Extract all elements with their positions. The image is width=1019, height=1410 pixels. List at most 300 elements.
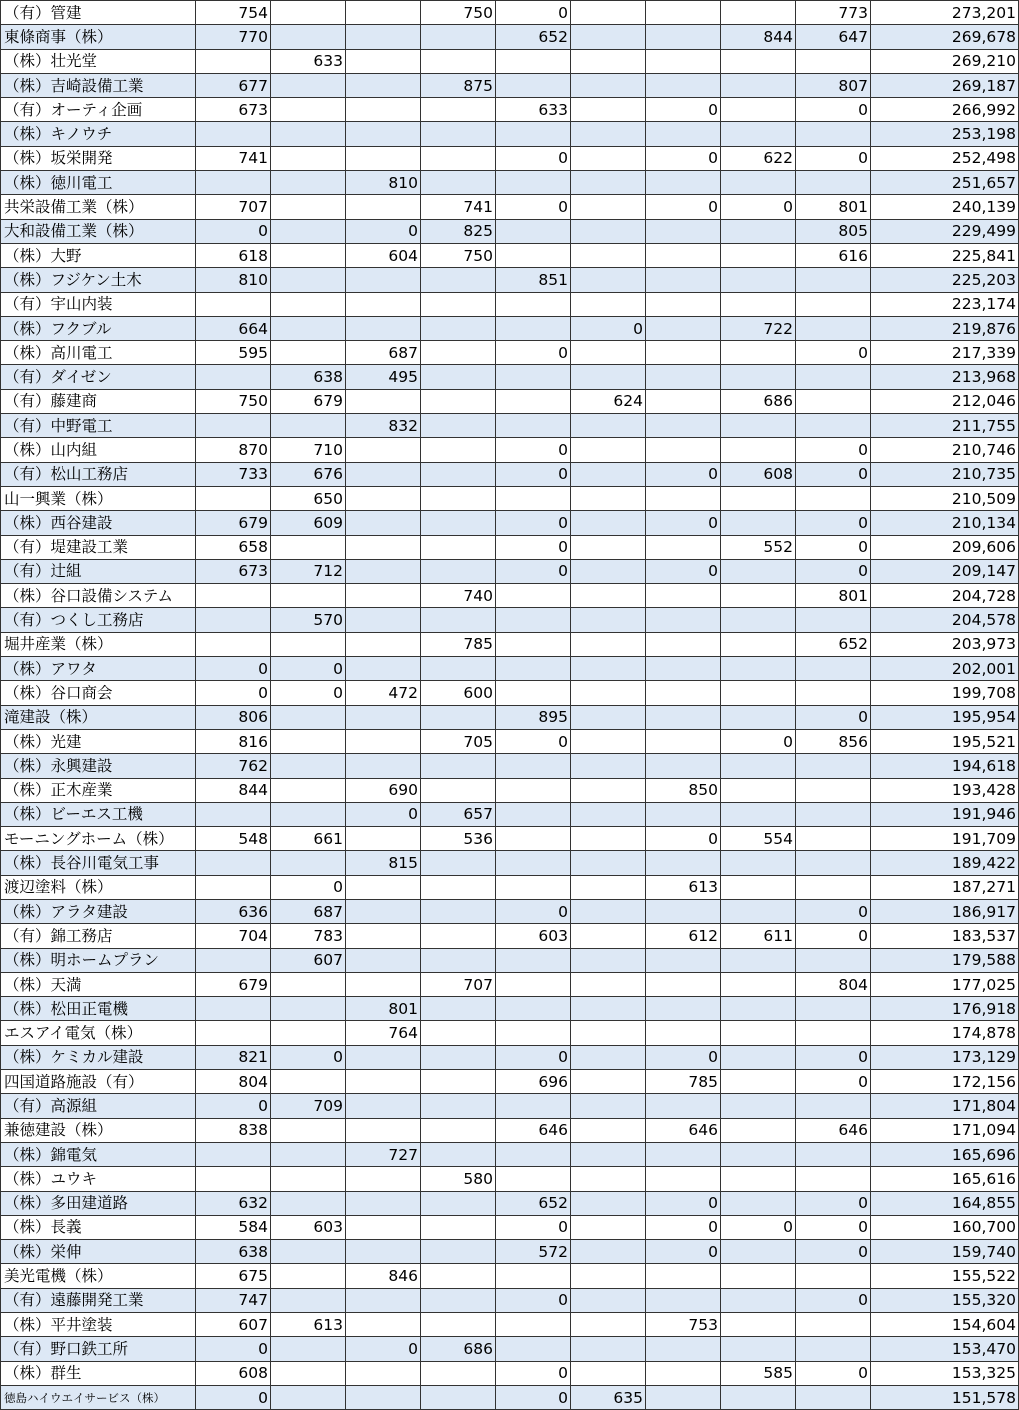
score-cell: 0	[196, 1337, 271, 1361]
score-cell: 810	[346, 171, 421, 195]
score-cell	[346, 389, 421, 413]
score-cell	[196, 414, 271, 438]
score-cell: 704	[196, 924, 271, 948]
score-cell	[271, 341, 346, 365]
score-cell	[346, 899, 421, 923]
table-row	[1, 1191, 1019, 1215]
table-row	[1, 438, 1019, 462]
score-cell	[796, 802, 871, 826]
score-cell: 661	[271, 827, 346, 851]
score-cell	[271, 851, 346, 875]
score-cell: 0	[796, 462, 871, 486]
score-cell	[421, 778, 496, 802]
score-cell	[346, 657, 421, 681]
table-row	[1, 754, 1019, 778]
score-cell: 675	[196, 1264, 271, 1288]
score-cell: 595	[196, 341, 271, 365]
score-cell: 801	[346, 997, 421, 1021]
score-cell	[496, 802, 571, 826]
company-name-cell: （有）高源組	[1, 1094, 196, 1118]
total-cell: 172,156	[871, 1070, 1019, 1094]
score-cell	[496, 219, 571, 243]
score-cell: 764	[346, 1021, 421, 1045]
table-row	[1, 1385, 1019, 1409]
score-cell	[496, 681, 571, 705]
total-cell: 212,046	[871, 389, 1019, 413]
score-cell: 750	[196, 389, 271, 413]
score-cell: 0	[496, 1385, 571, 1409]
table-row	[1, 243, 1019, 267]
score-cell: 612	[646, 924, 721, 948]
score-cell: 677	[196, 73, 271, 97]
score-cell	[271, 1288, 346, 1312]
company-name-cell: （株）永興建設	[1, 754, 196, 778]
table-row	[1, 1142, 1019, 1166]
score-cell: 856	[796, 729, 871, 753]
score-cell	[571, 632, 646, 656]
table-row	[1, 219, 1019, 243]
company-name-cell: （株）徳川電工	[1, 171, 196, 195]
total-cell: 173,129	[871, 1045, 1019, 1069]
score-cell: 785	[421, 632, 496, 656]
score-cell: 696	[496, 1070, 571, 1094]
score-cell	[271, 997, 346, 1021]
score-cell	[571, 584, 646, 608]
score-cell: 0	[646, 1240, 721, 1264]
company-name-cell: （株）平井塗装	[1, 1313, 196, 1337]
score-cell	[496, 243, 571, 267]
score-cell	[346, 1094, 421, 1118]
score-cell	[646, 681, 721, 705]
score-cell	[571, 414, 646, 438]
score-cell: 773	[796, 1, 871, 25]
score-cell	[271, 1, 346, 25]
score-cell	[721, 1094, 796, 1118]
score-cell: 0	[271, 657, 346, 681]
score-cell	[571, 1337, 646, 1361]
company-name-cell: （有）松山工務店	[1, 462, 196, 486]
score-cell: 0	[271, 875, 346, 899]
score-cell	[721, 341, 796, 365]
score-cell	[721, 1118, 796, 1142]
company-name-cell: （株）多田建道路	[1, 1191, 196, 1215]
score-cell	[271, 972, 346, 996]
company-name-cell: （株）松田正電機	[1, 997, 196, 1021]
score-cell	[796, 486, 871, 510]
table-row	[1, 316, 1019, 340]
table-row	[1, 875, 1019, 899]
score-cell	[271, 1167, 346, 1191]
company-name-cell: （株）群生	[1, 1361, 196, 1385]
score-cell	[271, 535, 346, 559]
score-cell	[196, 49, 271, 73]
score-cell	[271, 1385, 346, 1409]
score-cell	[721, 219, 796, 243]
table-row	[1, 365, 1019, 389]
score-cell	[796, 1142, 871, 1166]
score-cell	[646, 657, 721, 681]
score-cell	[346, 608, 421, 632]
score-cell	[796, 171, 871, 195]
score-cell: 815	[346, 851, 421, 875]
score-cell	[346, 632, 421, 656]
score-cell	[271, 1021, 346, 1045]
score-cell: 707	[196, 195, 271, 219]
score-cell: 652	[796, 632, 871, 656]
score-cell: 810	[196, 268, 271, 292]
company-name-cell: （株）フジケン土木	[1, 268, 196, 292]
score-cell: 825	[421, 219, 496, 243]
score-cell	[646, 365, 721, 389]
score-cell	[571, 827, 646, 851]
score-cell: 646	[496, 1118, 571, 1142]
score-cell	[421, 292, 496, 316]
score-cell	[796, 681, 871, 705]
score-cell	[421, 511, 496, 535]
score-cell: 875	[421, 73, 496, 97]
total-cell: 209,147	[871, 559, 1019, 583]
score-cell	[571, 997, 646, 1021]
score-cell	[346, 462, 421, 486]
score-cell	[271, 1264, 346, 1288]
table-row	[1, 1361, 1019, 1385]
total-cell: 194,618	[871, 754, 1019, 778]
total-cell: 269,678	[871, 25, 1019, 49]
total-cell: 251,657	[871, 171, 1019, 195]
score-cell	[721, 778, 796, 802]
score-cell	[346, 73, 421, 97]
score-cell	[421, 1215, 496, 1239]
score-cell: 652	[496, 1191, 571, 1215]
score-cell	[271, 1361, 346, 1385]
score-cell	[571, 1361, 646, 1385]
score-cell	[721, 1142, 796, 1166]
score-cell	[496, 875, 571, 899]
score-cell	[421, 462, 496, 486]
score-cell	[421, 389, 496, 413]
table-row	[1, 486, 1019, 510]
total-cell: 160,700	[871, 1215, 1019, 1239]
score-cell	[496, 1167, 571, 1191]
score-cell	[421, 1021, 496, 1045]
score-cell: 0	[796, 1240, 871, 1264]
score-cell	[721, 948, 796, 972]
score-cell	[346, 559, 421, 583]
score-cell	[646, 73, 721, 97]
score-cell	[646, 997, 721, 1021]
score-cell	[571, 1288, 646, 1312]
score-cell	[646, 535, 721, 559]
total-cell: 171,094	[871, 1118, 1019, 1142]
score-cell	[571, 559, 646, 583]
score-cell: 603	[496, 924, 571, 948]
score-cell	[421, 1045, 496, 1069]
score-cell: 657	[421, 802, 496, 826]
score-cell	[646, 219, 721, 243]
company-name-cell: （有）遠藤開発工業	[1, 1288, 196, 1312]
score-cell	[421, 341, 496, 365]
total-cell: 155,522	[871, 1264, 1019, 1288]
score-cell	[346, 1045, 421, 1069]
score-cell	[571, 122, 646, 146]
score-cell: 536	[421, 827, 496, 851]
score-cell	[721, 511, 796, 535]
score-cell: 844	[721, 25, 796, 49]
score-cell	[421, 875, 496, 899]
score-cell	[421, 948, 496, 972]
score-cell	[271, 195, 346, 219]
score-cell: 741	[196, 146, 271, 170]
score-cell	[421, 535, 496, 559]
score-cell	[571, 268, 646, 292]
score-cell	[646, 972, 721, 996]
score-cell	[421, 171, 496, 195]
total-cell: 195,521	[871, 729, 1019, 753]
score-cell	[796, 754, 871, 778]
total-cell: 186,917	[871, 899, 1019, 923]
score-cell	[571, 438, 646, 462]
score-cell	[721, 657, 796, 681]
score-cell	[271, 316, 346, 340]
table-row	[1, 608, 1019, 632]
score-cell	[271, 73, 346, 97]
score-cell	[571, 924, 646, 948]
company-name-cell: 徳島ハイウエイサービス（株）	[1, 1385, 196, 1409]
score-cell	[346, 827, 421, 851]
score-cell	[271, 268, 346, 292]
table-row	[1, 1288, 1019, 1312]
score-cell: 0	[646, 1045, 721, 1069]
score-cell: 727	[346, 1142, 421, 1166]
score-cell	[571, 219, 646, 243]
total-cell: 273,201	[871, 1, 1019, 25]
score-cell	[796, 875, 871, 899]
table-body	[1, 1, 1019, 1410]
score-cell	[796, 948, 871, 972]
score-cell: 0	[721, 195, 796, 219]
score-cell	[421, 98, 496, 122]
score-cell	[571, 243, 646, 267]
total-cell: 176,918	[871, 997, 1019, 1021]
company-name-cell: （株）アラタ建設	[1, 899, 196, 923]
company-name-cell: （株）長義	[1, 1215, 196, 1239]
score-cell	[571, 681, 646, 705]
score-cell	[496, 851, 571, 875]
score-cell	[571, 1191, 646, 1215]
table-row	[1, 195, 1019, 219]
score-cell	[571, 1167, 646, 1191]
score-cell	[571, 1215, 646, 1239]
total-cell: 203,973	[871, 632, 1019, 656]
score-cell	[571, 511, 646, 535]
score-cell: 741	[421, 195, 496, 219]
score-cell: 608	[721, 462, 796, 486]
total-cell: 269,210	[871, 49, 1019, 73]
table-row	[1, 705, 1019, 729]
score-cell	[796, 608, 871, 632]
score-cell	[496, 1021, 571, 1045]
score-cell: 0	[496, 146, 571, 170]
total-cell: 155,320	[871, 1288, 1019, 1312]
score-cell	[721, 705, 796, 729]
score-cell: 624	[571, 389, 646, 413]
score-cell: 740	[421, 584, 496, 608]
score-cell: 0	[646, 462, 721, 486]
score-cell: 753	[646, 1313, 721, 1337]
score-cell	[721, 1070, 796, 1094]
score-cell	[271, 1118, 346, 1142]
score-cell: 770	[196, 25, 271, 49]
score-cell: 658	[196, 535, 271, 559]
score-cell	[271, 1070, 346, 1094]
total-cell: 159,740	[871, 1240, 1019, 1264]
score-cell	[496, 49, 571, 73]
score-cell	[271, 705, 346, 729]
score-cell: 0	[646, 195, 721, 219]
score-cell	[721, 171, 796, 195]
company-name-cell: モーニングホーム（株）	[1, 827, 196, 851]
score-cell	[646, 49, 721, 73]
table-row	[1, 632, 1019, 656]
score-cell	[571, 365, 646, 389]
score-cell	[421, 1240, 496, 1264]
score-cell	[271, 171, 346, 195]
total-cell: 225,841	[871, 243, 1019, 267]
score-cell: 0	[196, 1094, 271, 1118]
table-row	[1, 681, 1019, 705]
score-cell	[646, 729, 721, 753]
total-cell: 151,578	[871, 1385, 1019, 1409]
table-row	[1, 1118, 1019, 1142]
score-cell	[646, 122, 721, 146]
score-cell	[796, 1264, 871, 1288]
score-cell: 0	[796, 1191, 871, 1215]
score-cell	[571, 1118, 646, 1142]
score-cell	[496, 486, 571, 510]
company-name-cell: （株）壮光堂	[1, 49, 196, 73]
score-cell	[796, 657, 871, 681]
score-cell: 0	[646, 559, 721, 583]
total-cell: 210,735	[871, 462, 1019, 486]
total-cell: 195,954	[871, 705, 1019, 729]
table-row	[1, 73, 1019, 97]
score-cell: 0	[346, 802, 421, 826]
score-cell	[346, 1070, 421, 1094]
total-cell: 187,271	[871, 875, 1019, 899]
score-cell	[646, 1337, 721, 1361]
score-cell: 646	[796, 1118, 871, 1142]
score-cell: 816	[196, 729, 271, 753]
score-cell	[721, 414, 796, 438]
score-cell	[271, 729, 346, 753]
total-cell: 154,604	[871, 1313, 1019, 1337]
score-cell	[271, 25, 346, 49]
score-cell	[271, 243, 346, 267]
score-cell	[571, 608, 646, 632]
score-cell	[196, 171, 271, 195]
score-cell	[271, 584, 346, 608]
score-cell	[271, 632, 346, 656]
score-cell	[796, 1385, 871, 1409]
score-cell: 806	[196, 705, 271, 729]
total-cell: 165,616	[871, 1167, 1019, 1191]
score-cell	[496, 657, 571, 681]
table-row	[1, 1167, 1019, 1191]
score-cell: 584	[196, 1215, 271, 1239]
score-cell	[571, 462, 646, 486]
score-cell	[721, 608, 796, 632]
score-cell	[571, 1045, 646, 1069]
company-name-cell: （有）管建	[1, 1, 196, 25]
score-cell	[571, 1021, 646, 1045]
score-cell	[646, 1361, 721, 1385]
score-cell	[496, 122, 571, 146]
score-cell: 0	[496, 462, 571, 486]
company-name-cell: （株）ユウキ	[1, 1167, 196, 1191]
score-cell: 0	[796, 1288, 871, 1312]
company-name-cell: （株）天満	[1, 972, 196, 996]
score-cell: 0	[796, 1045, 871, 1069]
score-cell: 722	[721, 316, 796, 340]
score-cell	[646, 1021, 721, 1045]
score-cell	[496, 171, 571, 195]
score-cell: 705	[421, 729, 496, 753]
score-cell	[796, 268, 871, 292]
score-cell: 676	[271, 462, 346, 486]
score-cell: 600	[421, 681, 496, 705]
score-cell	[721, 559, 796, 583]
score-cell	[421, 122, 496, 146]
score-cell	[796, 316, 871, 340]
score-cell: 0	[796, 438, 871, 462]
score-cell	[496, 1337, 571, 1361]
table-row	[1, 948, 1019, 972]
score-cell: 0	[646, 146, 721, 170]
score-cell	[646, 1, 721, 25]
score-cell: 585	[721, 1361, 796, 1385]
score-cell	[346, 1215, 421, 1239]
company-name-cell: （有）オーティ企画	[1, 98, 196, 122]
score-cell	[796, 414, 871, 438]
score-cell	[346, 584, 421, 608]
score-cell	[721, 98, 796, 122]
score-cell	[721, 1167, 796, 1191]
score-cell	[646, 1264, 721, 1288]
score-cell: 0	[796, 341, 871, 365]
score-cell: 838	[196, 1118, 271, 1142]
score-cell	[571, 341, 646, 365]
score-cell: 638	[271, 365, 346, 389]
score-cell	[796, 1021, 871, 1045]
score-cell	[571, 49, 646, 73]
score-cell	[421, 414, 496, 438]
total-cell: 252,498	[871, 146, 1019, 170]
company-name-cell: エスアイ電気（株）	[1, 1021, 196, 1045]
score-cell: 850	[646, 778, 721, 802]
total-cell: 209,606	[871, 535, 1019, 559]
score-cell	[721, 49, 796, 73]
score-cell: 0	[496, 1288, 571, 1312]
score-cell	[421, 486, 496, 510]
score-cell: 750	[421, 243, 496, 267]
score-cell	[496, 827, 571, 851]
table-row	[1, 122, 1019, 146]
score-cell	[571, 1070, 646, 1094]
score-cell	[571, 875, 646, 899]
company-name-cell: （有）野口鉄工所	[1, 1337, 196, 1361]
score-cell: 0	[496, 1215, 571, 1239]
total-cell: 164,855	[871, 1191, 1019, 1215]
